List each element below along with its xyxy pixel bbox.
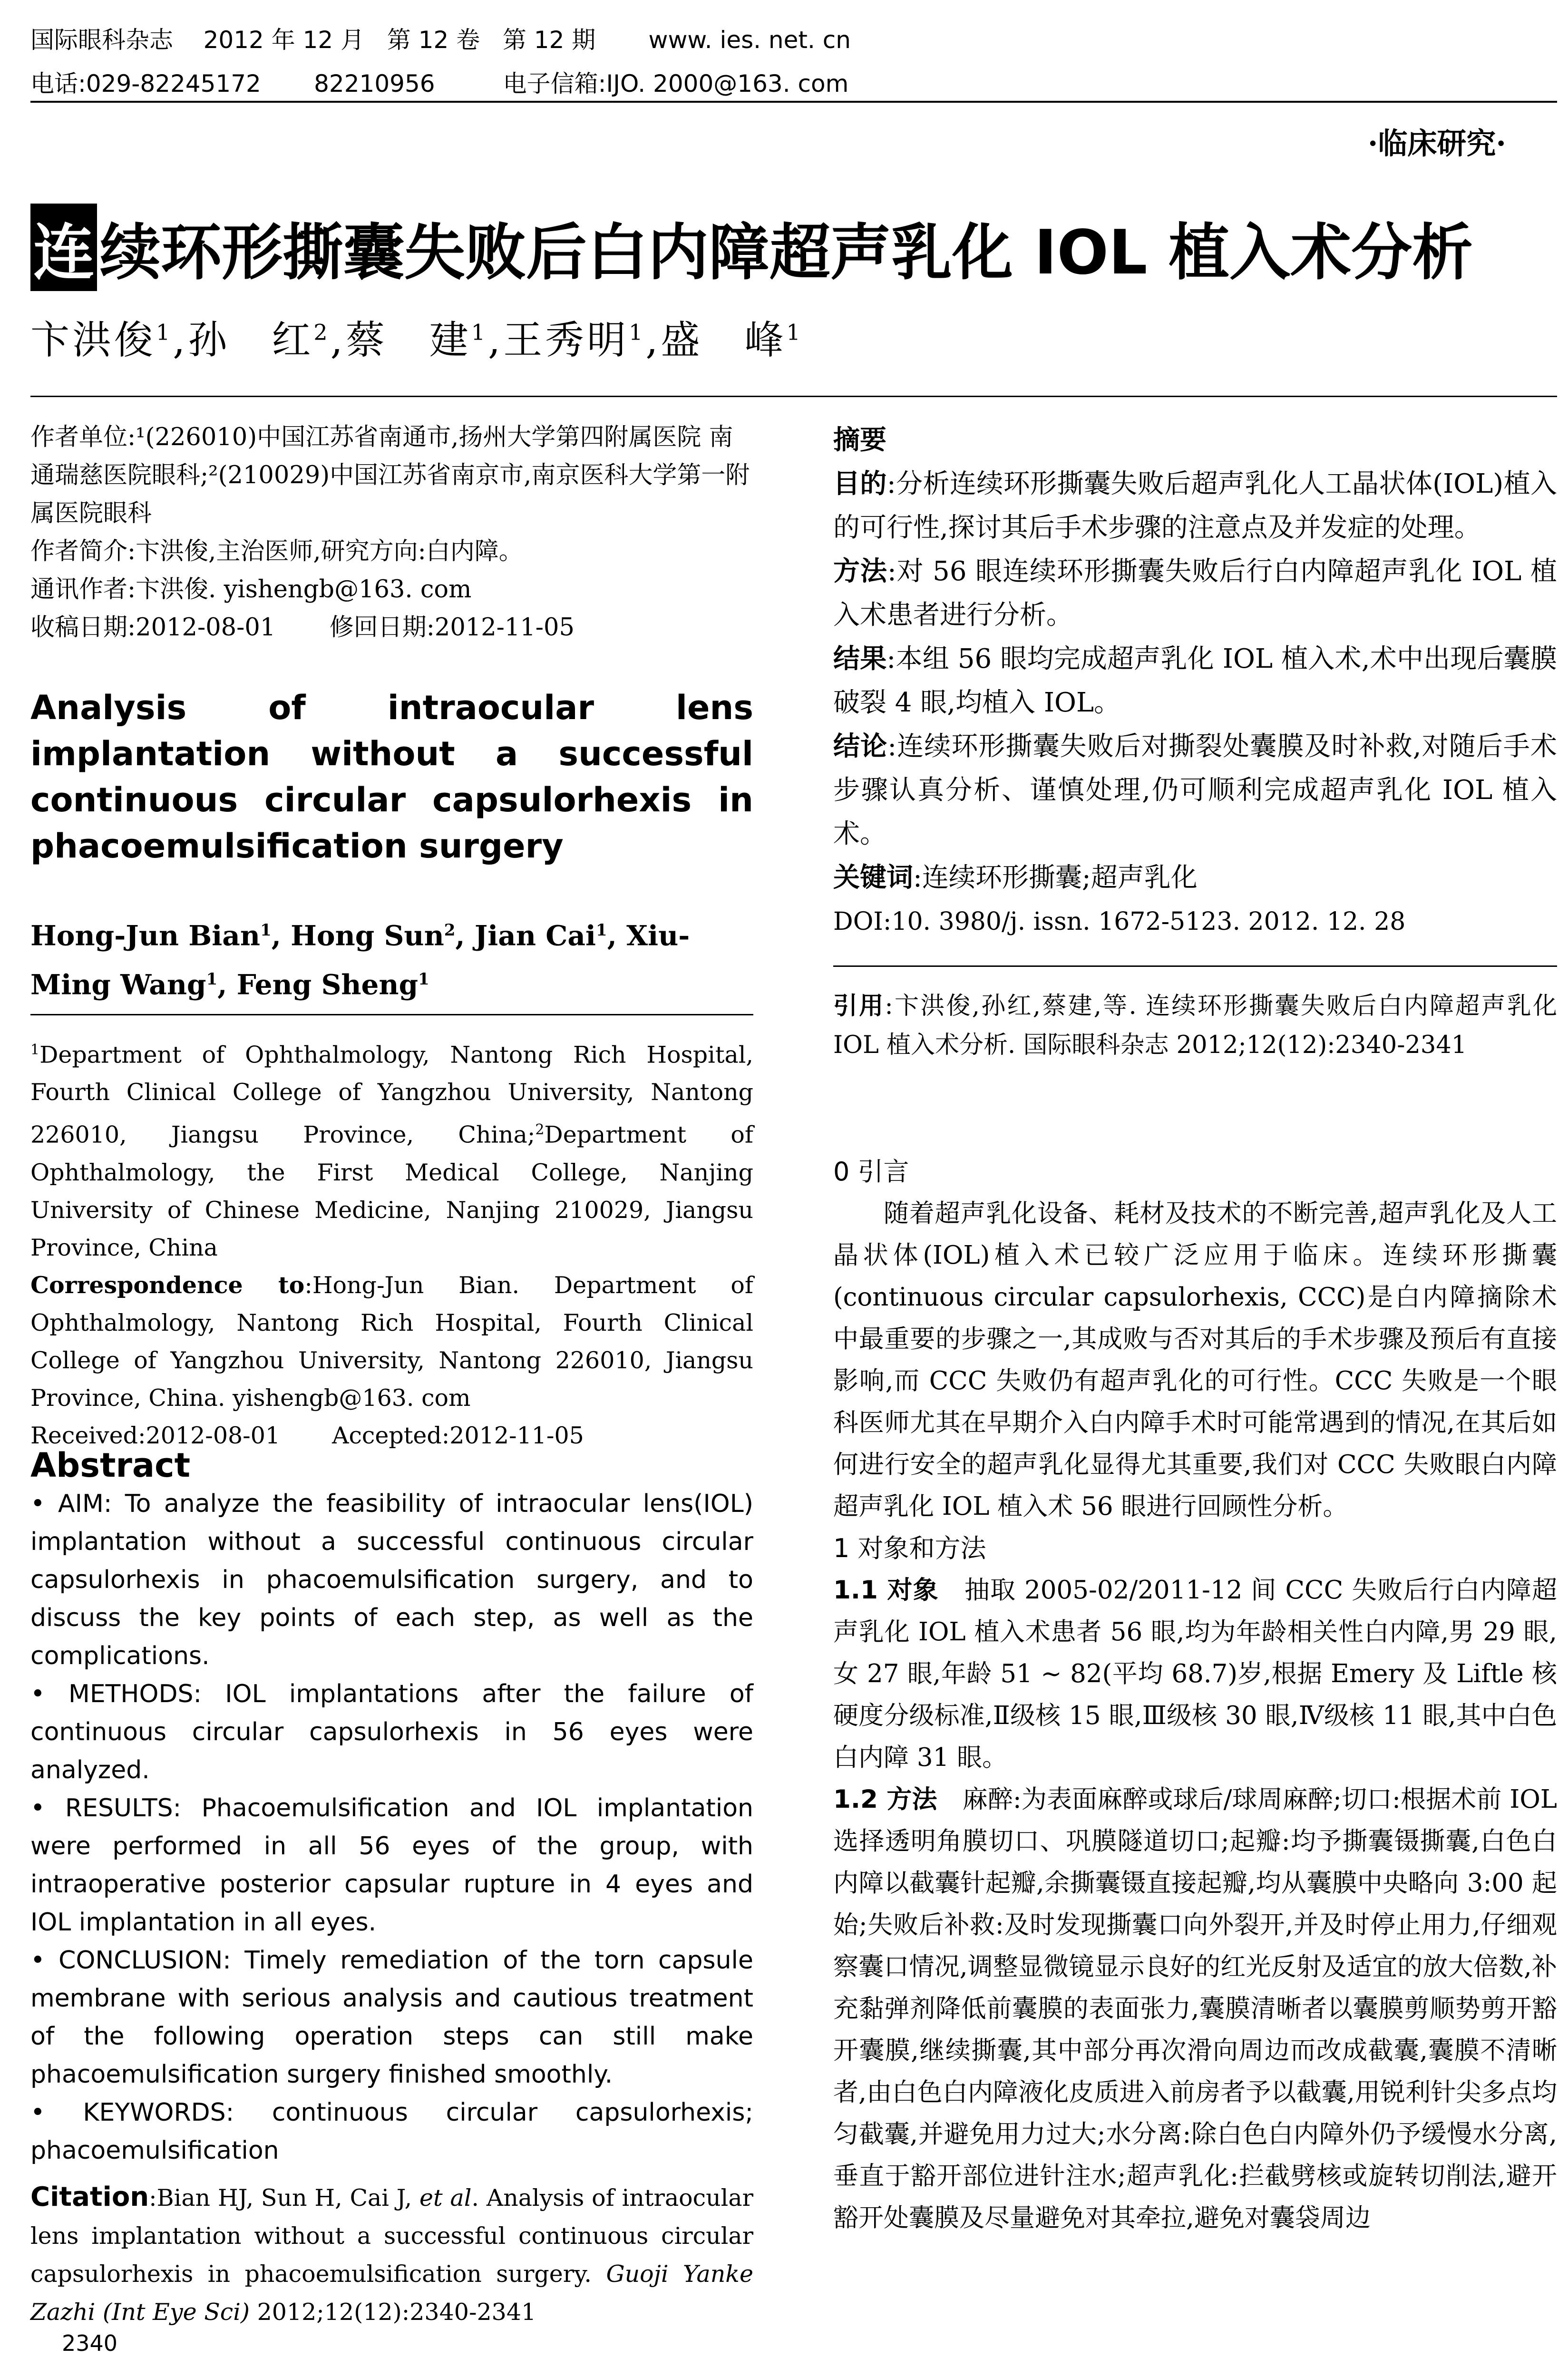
author-bio: 作者简介:卞洪俊,主治医师,研究方向:白内障。 [30,537,523,565]
doi: DOI:10. 3980/j. issn. 1672-5123. 2012. 12. 28 [833,907,1406,936]
abstract-heading: Abstract [30,1446,191,1485]
aim-label: 目的 [833,468,887,499]
abstract-cn-keywords [833,856,1557,900]
correspondence-en [30,1266,753,1417]
results-text: :本组 56 眼均完成超声乳化 IOL 植入术,术中出现后囊膜破裂 4 眼,均植入 IOL。 [833,643,1557,718]
author-sup: 1 [418,970,429,989]
aim-text: :分析连续环形撕囊失败后超声乳化人工晶状体(IOL)植入的可行性,探讨其后手术步骤的注意点及并发症的处理。 [833,468,1558,543]
methods-text: :对 56 眼连续环形撕囊失败后行白内障超声乳化 IOL 植入术患者进行分析。 [833,556,1558,631]
title-dropcap: 连 [30,204,97,291]
section-1-1-label: 1.1 对象 [833,1576,939,1605]
citation-cn-rule [833,965,1557,967]
author-sup: 1 [471,319,488,345]
author-name: 王秀明 [503,318,629,363]
results-label: 结果 [833,643,887,674]
author-sup: 1 [206,970,218,989]
english-title: Analysis of intraocular lens implantation without a successful continuous circular capsulorhexis in phacoemulsification surgery [30,688,753,866]
author-info-cn [30,419,753,647]
aff-sup: 1 [30,1042,40,1058]
citation-etal: et al [419,2184,472,2211]
aff-sup: 2 [535,1121,545,1139]
keywords-text: :连续环形撕囊;超声乳化 [913,862,1198,893]
section-1-2 [833,1779,1557,2239]
abstract-en [30,1446,753,2170]
authors-rule [30,396,1557,397]
correspondence-text: :Hong-Jun Bian. Department of Ophthalmology, Nantong Rich Hospital, Fourth Clinical College of Yangzhou University, Nantong 226010, Jiangsu Province, China. yishengb@163. com [30,1271,754,1412]
author-sup: 1 [629,319,646,345]
abstract-results: • RESULTS: Phacoemulsification and IOL implantation were performed in all 56 eyes of the group, with intraoperative posterior capsular rupture in 4 eyes and IOL implantation in all eyes. [30,1794,753,1937]
author-sup: 2 [444,921,456,940]
abstract-conclusion: • CONCLUSION: Timely remediation of the torn capsule membrane with serious analysis and cautious treatment of the following operation steps can still make phacoemulsification surgery finished smoothly. [30,1946,753,2089]
methods-label: 方法 [833,556,887,587]
page-title [30,204,1557,291]
author-sup: 2 [313,319,331,345]
author-name-en: Hong Sun [291,919,444,952]
citation-cn-text: :卞洪俊,孙红,蔡建,等. 连续环形撕囊失败后白内障超声乳化 IOL 植入术分析. 国际眼科杂志 2012;12(12):2340-2341 [833,992,1557,1059]
author-name-en: Jian Cai [474,919,596,952]
citation-text: . Analysis of intraocular lens implantation without a successful continuous circular capsulorhexis in phacoemulsification surgery. [30,2184,753,2288]
citation-text: 2012;12(12):2340-2341 [250,2299,536,2326]
author-name: 蔡 建 [345,318,471,363]
author-name: 孙 红 [188,318,314,363]
citation-label: Citation [30,2182,149,2212]
journal-header-line2: 电话:029-82245172 82210956 电子信箱:IJO. 2000@163. com [30,70,849,97]
abstract-cn-heading: 摘要 [833,425,886,456]
citation-en [30,2178,753,2331]
received-dates-cn: 收稿日期:2012-08-01 修回日期:2012-11-05 [30,614,575,642]
author-sup: 1 [156,319,173,345]
citation-text: :Bian HJ, Sun H, Cai J, [149,2184,419,2211]
conclusion-label: 结论 [833,731,888,762]
abstract-cn-methods [833,550,1557,637]
abstract-cn-results [833,637,1557,725]
affiliation-text [30,1031,753,1266]
abstract-cn-conclusion [833,725,1557,856]
affiliation-rule [30,1014,753,1015]
body-text [833,1151,1557,2239]
author-name-en: Xiu-Ming Wang [30,919,690,1001]
author-sup: 1 [596,921,607,940]
affiliation-2: Department of Ophthalmology, the First Medical College, Nanjing University of Chinese Medicine, Nanjing 210029, Jiangsu Province, China [30,1121,753,1261]
author-name: 卞洪俊 [30,318,156,363]
conclusion-text: :连续环形撕囊失败后对撕裂处囊膜及时补救,对随后手术步骤认真分析、谨慎处理,仍可顺利完成超声乳化 IOL 植入术。 [833,731,1558,849]
keywords-label: 关键词 [833,862,913,893]
title-rest: 续环形撕囊失败后白内障超声乳化 IOL 植入术分析 [100,217,1473,288]
section-tag: ·临床研究· [1367,126,1506,161]
author-unit: 作者单位:¹(226010)中国江苏省南通市,扬州大学第四附属医院 南通瑞慈医院眼科;²(210029)中国江苏省南京市,南京医科大学第一附属医院眼科 [30,423,750,527]
author-sup: 1 [260,921,272,940]
journal-header-line1: 国际眼科杂志 2012 年 12 月 第 12 卷 第 12 期 www. ies. net. cn [30,26,851,54]
abstract-aim: • AIM: To analyze the feasibility of intraocular lens(IOL) implantation without a successful continuous circular capsulorhexis in phacoemulsification surgery, and to discuss the key points of each step, as well as the complications. [30,1490,753,1670]
author-name-en: Hong-Jun Bian [30,919,261,952]
section-1-heading: 1 对象和方法 [833,1533,986,1563]
abstract-methods: • METHODS: IOL implantations after the failure of continuous circular capsulorhexis in 56 eyes were analyzed. [30,1680,753,1784]
citation-journal: Guoji Yanke Zazhi (Int Eye Sci) [30,2260,753,2326]
authors-en: Hong-Jun Bian$^1$, Hong Sun$^2$, Jian Cai$^1$, Xiu-Ming Wang$^1$, Feng Sheng$^1$ [30,919,690,1001]
abstract-cn [833,419,1557,944]
section-0-paragraph: 随着超声乳化设备、耗材及技术的不断完善,超声乳化及人工晶状体(IOL)植入术已较广泛应用于临床。连续环形撕囊(continuous circular capsulorhexis, CCC)是白内障摘除术中最重要的步骤之一,其成败与否对其后的手术步骤及预后有直接影响,而 CCC 失败仍有超声乳化的可行性。CCC 失败是一个眼科医师尤其在早期介入白内障手术时可能常遇到的情况,在其后如何进行安全的超声乳化显得尤其重要,我们对 CCC 失败眼白内障超声乳化 IOL 植入术 56 眼进行回顾性分析。 [833,1199,1557,1521]
page-number: 2340 [62,2330,118,2356]
received-dates-en: Received:2012-08-01 Accepted:2012-11-05 [30,1422,584,1449]
authors-cn: 卞洪俊$^1$,孙 红$^2$,蔡 建$^1$,王秀明$^1$,盛 峰$^1$ [30,318,803,363]
section-1-2-text: 麻醉:为表面麻醉或球后/球周麻醉;切口:根据术前 IOL 选择透明角膜切口、巩膜隧道切口;起瓣:均予撕囊镊撕囊,白色白内障以截囊针起瓣,余撕囊镊直接起瓣,均从囊膜中央略向 3:00 起始;失败后补救:及时发现撕囊口向外裂开,并及时停止用力,仔细观察囊口情况,调整显微镜显示良好的红光反射及适宜的放大倍数,补充黏弹剂降低前囊膜的表面张力,囊膜清晰者以囊膜剪顺势剪开豁开囊膜,继续撕囊,其中部分再次滑向周边而改成截囊,囊膜不清晰者,由白色白内障液化皮质进入前房者予以截囊,用锐利针尖多点均匀截囊,并避免用力过大;水分离:除白色白内障外仍予缓慢水分离,垂直于豁开部位进针注水;超声乳化:拦截劈核或旋转切削法,避开豁开处囊膜及尽量避免对其牵拉,避免对囊袋周边 [833,1785,1558,2232]
header-rule [30,101,1557,103]
corresponding-author: 通讯作者:卞洪俊. yishengb@163. com [30,575,472,604]
citation-cn-label: 引用 [833,992,885,1020]
author-name-en: Feng Sheng [236,968,419,1001]
abstract-keywords: • KEYWORDS: continuous circular capsulorhexis; phacoemulsification [30,2098,753,2165]
abstract-cn-aim [833,462,1557,550]
author-name: 盛 峰 [661,318,787,363]
citation-cn [833,987,1557,1065]
section-1-1 [833,1569,1557,1779]
section-1-2-label: 1.2 方法 [833,1785,937,1814]
affiliation-1: Department of Ophthalmology, Nantong Rich Hospital, Fourth Clinical College of Yangzhou University, Nantong 226010, Jiangsu Province, China; [30,1041,753,1149]
section-1-1-text: 抽取 2005-02/2011-12 间 CCC 失败后行白内障超声乳化 IOL 植入术患者 56 眼,均为年龄相关性白内障,男 29 眼,女 27 眼,年龄 51 ~ 82(平均 68.7)岁,根据 Emery 及 Liftle 核硬度分级标准,Ⅱ级核 15 眼,Ⅲ级核 30 眼,Ⅳ级核 11 眼,其中白色白内障 31 眼。 [833,1576,1557,1772]
affiliations-en [30,1031,753,1454]
author-sup: 1 [786,319,803,345]
correspondence-label: Correspondence to [30,1271,305,1299]
section-0-heading: 0 引言 [833,1157,909,1187]
